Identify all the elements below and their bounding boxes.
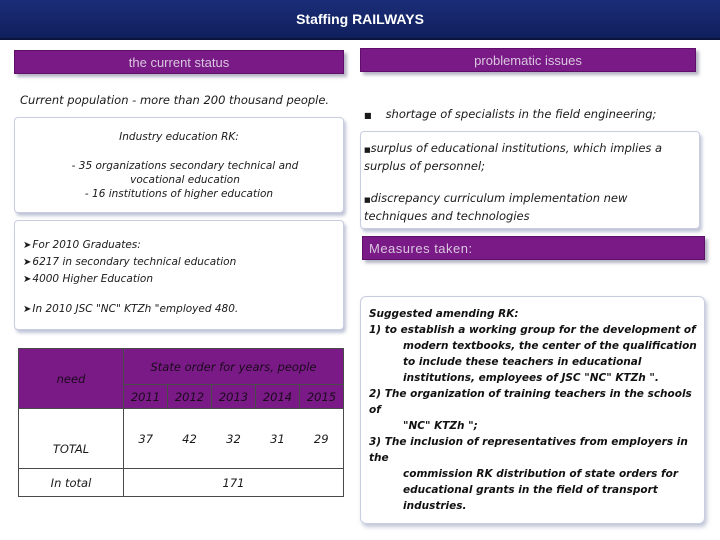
- graduates-item: ➤For 2010 Graduates:: [23, 239, 141, 251]
- state-order-header: State order for years, people: [124, 349, 344, 385]
- measure-item-1-first: 1) to establish a working group for the development of: [369, 324, 696, 336]
- page-title: Staffing RAILWAYS: [296, 11, 424, 27]
- problematic-issues-label: problematic issues: [474, 53, 582, 68]
- total-label: TOTAL: [19, 409, 124, 469]
- education-line-secondary: - 35 organizations secondary technical and vocational education: [71, 160, 299, 186]
- measure-item-3-rest: commission RK distribution of state orders for educational grants in the field of transport industries.: [403, 468, 679, 512]
- issue-item: ■discrepancy curriculum implementation new techniques and technologies: [364, 191, 628, 223]
- issues-panel: [360, 131, 700, 229]
- year-header: 2012: [168, 385, 212, 409]
- measure-item-2-rest: "NC" KTZh ";: [403, 420, 478, 432]
- in-total-label: In total: [19, 469, 124, 497]
- square-bullet-icon: ■: [364, 111, 372, 120]
- need-header: need: [19, 349, 124, 409]
- measure-item-1-rest: modern textbooks, the center of the qualification to include these teachers in educational institutions, employees of JSC "NC" KTZh ".: [403, 340, 697, 384]
- measures-label: Measures taken:: [369, 241, 473, 256]
- total-value: 29: [300, 409, 344, 469]
- total-value: 37: [124, 409, 168, 469]
- graduates-panel: [14, 220, 344, 330]
- measures-panel: [360, 296, 705, 524]
- measures-content: [369, 306, 699, 514]
- total-value: 32: [212, 409, 256, 469]
- graduates-item: ➤6217 in secondary technical education: [23, 256, 237, 268]
- year-header: 2013: [212, 385, 256, 409]
- arrow-bullet-icon: ➤: [23, 304, 32, 315]
- arrow-bullet-icon: ➤: [23, 257, 32, 268]
- square-bullet-icon: ■: [364, 146, 371, 154]
- year-header: 2011: [124, 385, 168, 409]
- square-bullet-icon: ■: [364, 196, 371, 204]
- year-header: 2015: [300, 385, 344, 409]
- problematic-issues-header: [360, 48, 696, 72]
- in-total-value: 171: [124, 469, 344, 497]
- year-header: 2014: [256, 385, 300, 409]
- measures-intro: Suggested amending RK:: [369, 308, 519, 320]
- arrow-bullet-icon: ➤: [23, 240, 32, 251]
- total-value: 31: [256, 409, 300, 469]
- measure-item-3-first: 3) The inclusion of representatives from employers in the: [369, 436, 688, 464]
- arrow-bullet-icon: ➤: [23, 274, 32, 285]
- education-heading: Industry education RK:: [119, 131, 239, 143]
- issue-item: ■surplus of educational institutions, which implies a surplus of personnel;: [364, 141, 663, 173]
- current-status-header: [14, 50, 344, 74]
- state-order-table: [18, 348, 344, 497]
- issue-item: ■ shortage of specialists in the field engineering;: [364, 107, 657, 121]
- graduates-item: ➤4000 Higher Education: [23, 273, 153, 285]
- current-status-label: the current status: [128, 55, 230, 70]
- population-text: Current population - more than 200 thousand people.: [20, 93, 330, 107]
- measure-item-2-first: 2) The organization of training teachers in the schools of: [369, 388, 692, 416]
- title-bar: [0, 0, 720, 40]
- employed-item: ➤In 2010 JSC "NC" KTZh "employed 480.: [23, 303, 239, 315]
- total-value: 42: [168, 409, 212, 469]
- measures-header: [362, 236, 705, 260]
- education-panel: [14, 117, 344, 213]
- education-line-higher: - 16 institutions of higher education: [84, 188, 274, 200]
